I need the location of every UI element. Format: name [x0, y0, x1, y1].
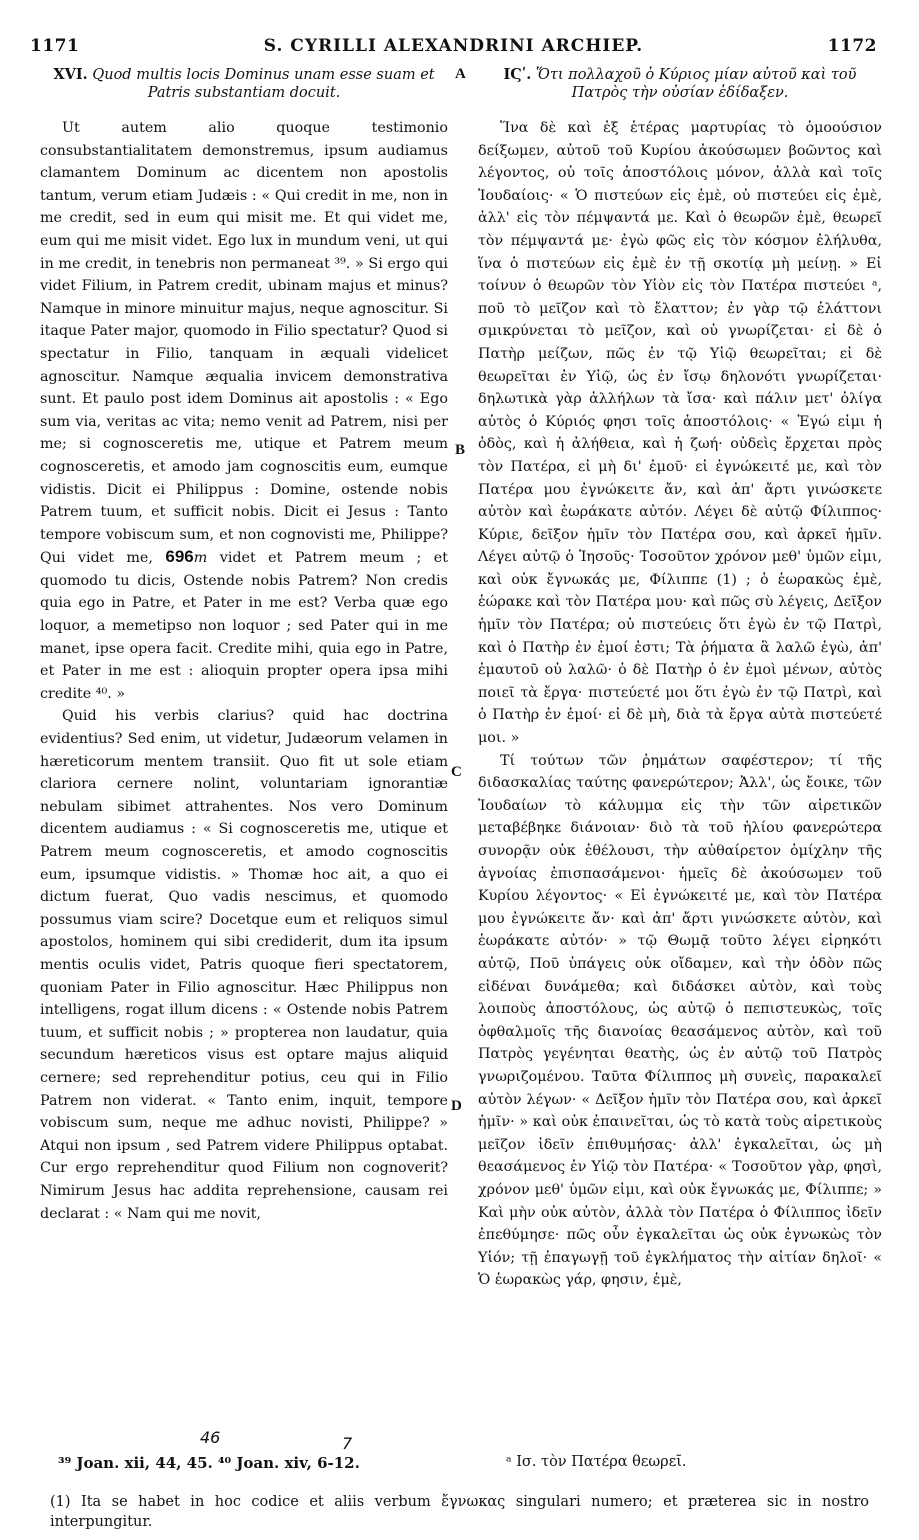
- page-number-right: 1172: [827, 36, 877, 56]
- latin-section-title: Quod multis locis Dominus unam esse suam et Patris substantiam docuit.: [92, 67, 435, 101]
- margin-marker-c: C: [451, 764, 462, 780]
- greek-footnote: ᵃ Ισ. τὸν Πατέρα θεωρεῖ.: [506, 1454, 687, 1470]
- greek-paragraph: [478, 750, 882, 1292]
- margin-marker-a: A: [455, 66, 466, 82]
- greek-section-heading: [478, 66, 882, 102]
- latin-section-heading: [40, 66, 448, 102]
- latin-paragraph-text: Ut autem alio quoque testimonio consubstantialitatem demonstremus, ipsum audiamus clamantem Dominum ac dicentem non apostolis tantum, verum etiam Judæis : « Qui credit in me, non in me credit, sed in eum qui misit me. Et qui videt me, eum qui me misit videt. Ego lux in mundum veni, ut qui in me credit, in tenebris non permaneat ³⁹. » Si ergo qui videt Filium, in Patrem credit, ubinam majus et minus? Namque in minore minuitur majus, neque agnoscitur. Si itaque Pater major, quomodo in Filio spectatur? Quod si spectatur in Filio, tanquam in æquali videlicet agnoscitur. Namque æqualia invicem demonstrativa sunt. Et paulo post idem Dominus ait apostolis : « Ego sum via, veritas ac vita; nemo venit ad Patrem, nisi per me; si cognosceretis me, utique et Patrem meum cognosceretis, et amodo jam cognoscitis eum, eumque vidistis. Dicit ei Philippus : Domine, ostende nobis Patrem tuum, et sufficit nobis. Dicit ei Jesus : Tanto tempore vobiscum sum, et non cognovisti me, Philippe? Qui videt me,: [40, 120, 448, 567]
- margin-marker-d: D: [451, 1098, 462, 1114]
- greek-paragraph-text: Ἵνα δὲ καὶ ἐξ ἑτέρας μαρτυρίας τὸ ὁμοούσιον δείξωμεν, αὐτοῦ τοῦ Κυρίου ἀκούσωμεν βοῶντος καὶ λέγοντος, οὐ τοῖς ἀποστόλοις μόνον, ἀλλὰ καὶ τοῖς Ἰουδαίοις· « Ὁ πιστεύων εἰς ἐμὲ, οὐ πιστεύει εἰς ἐμὲ, ἀλλ' εἰς τὸν πέμψαντά με. Καὶ ὁ θεωρῶν ἐμὲ, θεωρεῖ τὸν πέμψαντά με· ἐγὼ φῶς εἰς τὸν κόσμον ἐλήλυθα, ἵνα ὁ πιστεύων εἰς ἐμὲ ἐν τῇ σκοτίᾳ μὴ μείνῃ. » Εἰ τοίνυν ὁ θεωρῶν τὸν Υἱὸν εἰς τὸν Πατέρα πιστεύει ᵃ, ποῦ τὸ μεῖζον καὶ τὸ ἔλαττον; ἐν γὰρ τῷ ἐλάττονι σμικρύνεται τὸ μεῖζον, καὶ οὐ γνωρίζεται· εἰ δὲ ὁ Πατὴρ μείζων, πῶς ἐν τῷ Υἱῷ θεωρεῖται; εἰ δὲ θεωρεῖται ἐν Υἱῷ, ὡς ἐν ἴσῳ δηλονότι γνωρίζεται· δηλωτικὰ γὰρ ἀλλήλων τὰ ἴσα· καὶ πάλιν μετ' ὀλίγα αὐτὸς ὁ Κύριός φησι τοῖς ἀποστόλοις· « Ἐγώ εἰμι ἡ ὁδὸς, καὶ ἡ ἀλήθεια, καὶ ἡ ζωή· οὐδεὶς ἔρχεται πρὸς τὸν Πατέρα, εἰ μὴ δι' ἐμοῦ· εἰ ἐγνώκειτέ με, καὶ τὸν Πατέρα μου ἐγνώκειτε ἄν, καὶ ἀπ' ἄρτι γινώσκετε αὐτὸν καὶ ἑωράκατε αὐτόν. Λέγει δὲ αὐτῷ Φίλιππος· Κύριε, δεῖξον ἡμῖν τὸν Πατέρα σου, καὶ ἀρκεῖ ἡμῖν. Λέγει αὐτῷ ὁ Ἰησοῦς· Τοσοῦτον χρόνον μεθ' ὑμῶν εἰμι, καὶ οὐκ ἔγνωκάς με, Φίλιππε (1) ; ὁ ἑωρακὼς ἐμὲ, ἑώρακε καὶ τὸν Πατέρα μου· καὶ πῶς σὺ λέγεις, Δεῖξον ἡμῖν τὸν Πατέρα; οὐ πιστεύεις ὅτι ἐγὼ ἐν τῷ Πατρὶ, καὶ ὁ Πατὴρ ἐν ἐμοί ἐστι; Τὰ ῥήματα ἃ λαλῶ ἐγὼ, ἀπ' ἐμαυτοῦ οὐ λαλῶ· ὁ δὲ Πατὴρ ὁ ἐν ἐμοὶ μένων, αὐτὸς ποιεῖ τὰ ἔργα· πιστεύετέ μοι ὅτι ἐγὼ ἐν τῷ Πατρὶ, καὶ ὁ Πατὴρ ἐν ἐμοί· εἰ δὲ μὴ, διὰ τὰ ἔργα αὐτὰ πιστεύετέ μοι. »: [478, 120, 882, 747]
- page-marker: 696: [165, 547, 194, 567]
- latin-paragraph: [40, 705, 448, 1225]
- latin-column: [40, 66, 448, 1225]
- page-header: [30, 36, 877, 58]
- page-marker-suffix: m: [193, 550, 208, 567]
- page-number-left: 1171: [30, 36, 80, 56]
- greek-paragraph-text: Τί τούτων τῶν ῥημάτων σαφέστερον; τί τῆς διδασκαλίας ταύτης φανερώτερον; Ἀλλ', ὡς ἔοικε, τῶν Ἰουδαίων τὸ κάλυμμα εἰς τὴν τῶν αἱρετικῶν μεταβέβηκε διάνοιαν· διὸ τὰ τοῦ ἡλίου φανερώτερα συνορᾷν οὐκ ἐθέλουσι, τὴν αὐθαίρετον ὁμίχλην τῆς ἀγνοίας ἐπισπασάμενοι· ἡμεῖς δὲ ἀκούσωμεν τοῦ Κυρίου λέγοντος· « Εἰ ἐγνώκειτέ με, καὶ τὸν Πατέρα μου ἐγνώκειτε ἄν· καὶ ἀπ' ἄρτι γινώσκετε αὐτὸν, καὶ ἑωράκατε αὐτόν· » τῷ Θωμᾷ τοῦτο λέγει εἰρηκότι αὐτῷ, Ποῦ ὑπάγεις οὐκ οἴδαμεν, καὶ τὴν ὁδὸν πῶς εἰδέναι δυνάμεθα; καὶ διδάσκει αὐτὸν, καὶ τοὺς λοιποὺς ἀποστόλους, ὡς αὐτῷ ὁ πεπιστευκὼς, τοῖς ὀφθαλμοῖς τῆς διανοίας θεασάμενος αὐτὸν, καὶ τοῦ Πατρὸς γεγένηται θεατὴς, ὡς ἐν αὐτῷ τοῦ Πατρὸς γνωριζομένου. Ταῦτα Φίλιππος μὴ συνεὶς, παρακαλεῖ αὐτὸν λέγων· « Δεῖξον ἡμῖν τὸν Πατέρα σου, καὶ ἀρκεῖ ἡμῖν· » καὶ οὐκ ἐπαινεῖται, ὡς τὸ κατὰ τοὺς αἱρετικοὺς μεῖζον ἰδεῖν ἐπιθυμήσας· ἀλλ' ἐγκαλεῖται, ὡς μὴ θεασάμενος ἐν Υἱῷ τὸν Πατέρα· « Τοσοῦτον γὰρ, φησὶ, χρόνον μεθ' ὑμῶν εἰμι, καὶ οὐκ ἔγνωκάς με, Φίλιππε; » Καὶ μὴν οὐκ αὐτὸν, ἀλλὰ τὸν Πατέρα ὁ Φίλιππος ἰδεῖν ἐπεθύμησε· πῶς οὖν ἐγκαλεῖται ὡς οὐκ ἐγνωκὼς τὸν Υἱόν; τῇ ἐπαγωγῇ τοῦ ἐγκλήματος τὴν αἰτίαν δηλοῖ· « Ὁ ἑωρακὼς γάρ, φησιν, ἐμὲ,: [478, 752, 882, 1289]
- handwritten-note-46: 46: [200, 1428, 221, 1447]
- latin-section-number: XVI.: [53, 66, 88, 83]
- bottom-footnote: (1) Ita se habet in hoc codice et aliis verbum ἔγνωκας singulari numero; et præterea sic in nostro interpungitur.: [50, 1494, 869, 1530]
- greek-column: [478, 66, 882, 1292]
- latin-paragraph-text-cont: videt et Patrem meum ; et quomodo tu dicis, Ostende nobis Patrem? Non credis quia ego in Patre, et Pater in me est? Verba quæ ego loquor, a memetipso non loquor ; sed Pater qui in me manet, ipse opera facit. Credite mihi, quia ego in Patre, et Pater in me est : alioquin propter opera ipsa mihi credite ⁴⁰. »: [40, 550, 449, 702]
- handwritten-note-7: 7: [342, 1434, 353, 1453]
- greek-section-number: ΙϚʹ.: [503, 66, 532, 83]
- greek-paragraph: [478, 117, 882, 750]
- margin-marker-b: B: [455, 442, 466, 458]
- latin-footnotes: ³⁹ Joan. xii, 44, 45. ⁴⁰ Joan. xiv, 6-12.: [58, 1454, 360, 1472]
- latin-paragraph-text: Quid his verbis clarius? quid hac doctrina evidentius? Sed enim, ut videtur, Judæorum velamen in hæreticorum mentem transiit. Quo fit ut sole etiam clariora cernere nolint, voluntariam ignorantiæ nebulam sibimet attrahentes. Nos vero Dominum dicentem audiamus : « Si cognosceretis me, utique et Patrem meum cognosceretis, et amodo cognoscitis eum, ipsumque vidistis. » Thomæ hoc ait, a quo ei dictum fuerat, Quo vadis nescimus, et quomodo possumus viam scire? Docetque eum et reliquos simul apostolos, hominem qui sibi crediderit, dum ita ipsum mentis oculis videt, Patris quoque fieri spectatorem, quoniam Pater in Filio agnoscitur. Hæc Philippus non intelligens, rogat illum dicens : « Ostende nobis Patrem tuum, et sufficit nobis ; » propterea non laudatur, quia secundum hæreticos visus est optare majus aliquid cernere; sed reprehenditur potius, ceu qui in Filio Patrem non viderat. « Tanto enim, inquit, tempore vobiscum sum, neque me adhuc novisti, Philippe? » Atqui non ipsum , sed Patrem videre Philippus optabat. Cur ergo reprehenditur quod Filium non cognoverit? Nimirum Jesus hac addita reprehensione, causam rei declarat : « Nam qui me novit,: [40, 708, 448, 1222]
- running-title: S. CYRILLI ALEXANDRINI ARCHIEP.: [263, 36, 644, 56]
- latin-paragraph: [40, 117, 448, 705]
- greek-section-title: Ὅτι πολλαχοῦ ὁ Κύριος μίαν αὐτοῦ καὶ τοῦ Πατρὸς τὴν οὐσίαν ἐδίδαξεν.: [535, 67, 857, 101]
